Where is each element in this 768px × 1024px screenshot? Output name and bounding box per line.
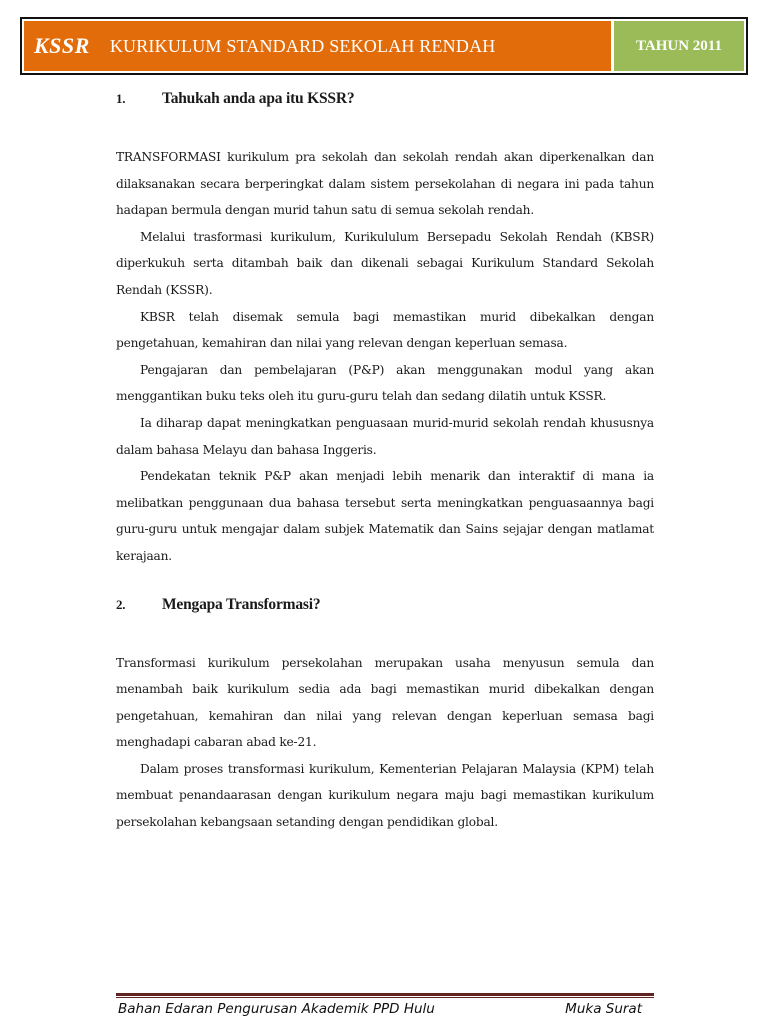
page-footer [118, 1001, 642, 1017]
header-title: KURIKULUM STANDARD SEKOLAH RENDAH [109, 35, 496, 56]
paragraph: Transformasi kurikulum persekolahan merupakan usaha menyusun semula dan menambah baik kurikulum sedia ada bagi memastikan murid dibekalkan dengan pengetahuan, kemahiran dan nilai yang relevan dengan keperluan semasa bagi menghadapi cabaran abad ke-21. [116, 655, 654, 750]
section-heading-2 [116, 596, 654, 620]
paragraph: Ia diharap dapat meningkatkan penguasaan murid-murid sekolah rendah khususnya dalam bahasa Melayu dan bahasa Inggeris. [116, 415, 654, 457]
paragraph: Pengajaran dan pembelajaran (P&P) akan menggunakan modul yang akan menggantikan buku teks oleh itu guru-guru telah dan sedang dilatih untuk KSSR. [116, 362, 654, 404]
paragraph: Pendekatan teknik P&P akan menjadi lebih menarik dan interaktif di mana ia melibatkan penggunaan dua bahasa tersebut serta meningkatkan penguasaannya bagi guru-guru untuk mengajar dalam subjek Matematik dan Sains sejajar dengan matlamat kerajaan. [116, 469, 654, 563]
paragraph: Dalam proses transformasi kurikulum, Kementerian Pelajaran Malaysia (KPM) telah membuat penandaarasan dengan kurikulum negara maju bagi memastikan kurikulum persekolahan kebangsaan setanding dengan pendidikan global. [116, 761, 654, 830]
document-body [116, 90, 654, 836]
header-banner [24, 21, 611, 71]
page-header [20, 17, 748, 75]
footer-page-label: Muka Surat [565, 1001, 642, 1017]
section-title: Tahukah anda apa itu KSSR? [162, 90, 355, 107]
section-number: 1. [116, 91, 126, 106]
footer-rule [116, 993, 654, 998]
paragraph: TRANSFORMASI kurikulum pra sekolah dan sekolah rendah akan diperkenalkan dan dilaksanakan secara berperingkat dalam sistem persekolahan di negara ini pada tahun hadapan bermula dengan murid tahun satu di semua sekolah rendah. [116, 150, 654, 218]
section-heading-1 [116, 90, 654, 114]
section-number: 2. [116, 596, 126, 612]
year-box [614, 21, 744, 71]
kssr-logo: KSSR [34, 33, 90, 58]
paragraph: KBSR telah disemak semula bagi memastikan murid dibekalkan dengan pengetahuan, kemahiran dan nilai yang relevan dengan keperluan semasa. [116, 309, 654, 351]
paragraph: Melalui trasformasi kurikulum, Kurikululum Bersepadu Sekolah Rendah (KBSR) diperkukuh serta ditambah baik dan dikenali sebagai Kurikulum Standard Sekolah Rendah (KSSR). [116, 229, 654, 297]
footer-source: Bahan Edaran Pengurusan Akademik PPD Hulu [118, 1001, 435, 1017]
footer-rule-thin [116, 997, 654, 998]
year-label: TAHUN 2011 [636, 37, 722, 54]
footer-rule-thick [116, 993, 654, 996]
section-title: Mengapa Transformasi? [162, 595, 321, 613]
